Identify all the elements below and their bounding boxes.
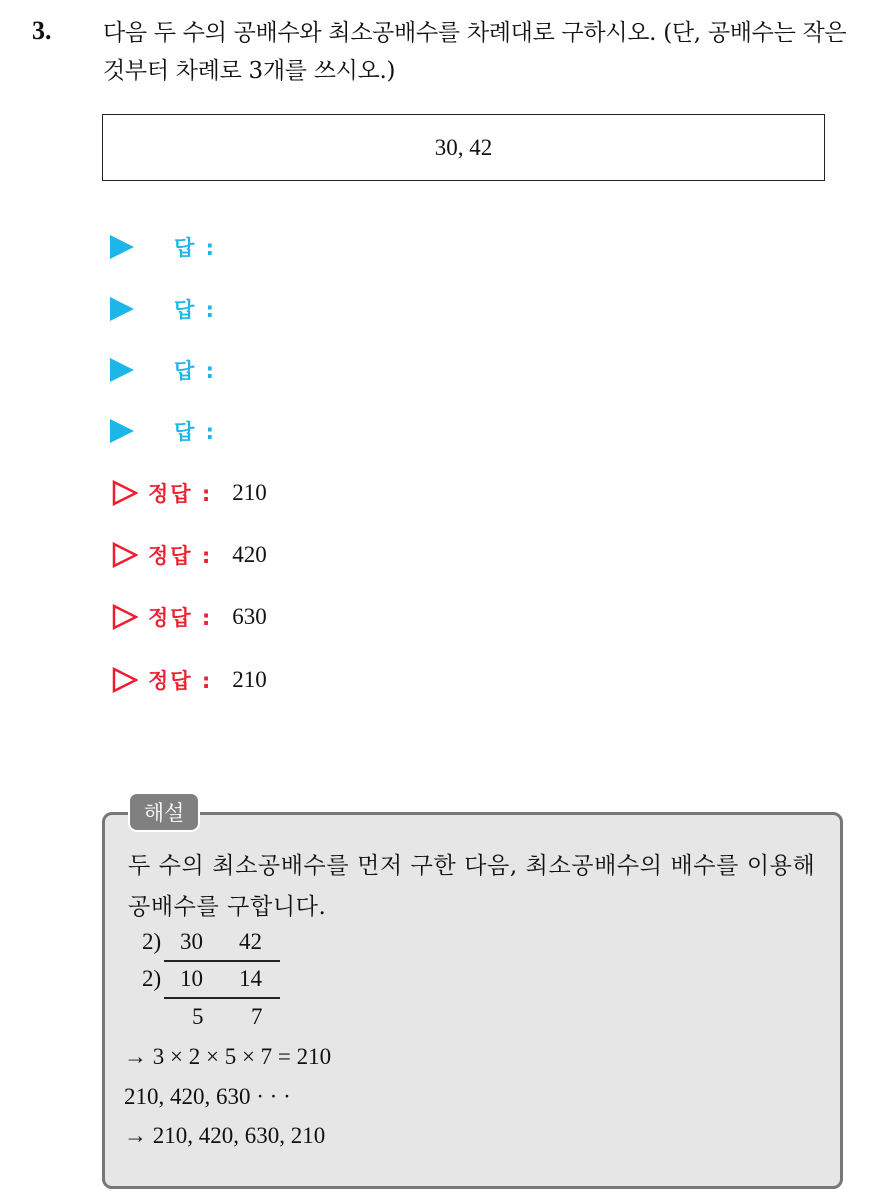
- outline-triangle-icon: [112, 667, 138, 693]
- given-numbers-box: [102, 114, 825, 181]
- answer-blank-1[interactable]: [110, 230, 216, 264]
- solution-value: 210: [232, 667, 267, 692]
- solution-label: 정답 :: [148, 669, 213, 693]
- answer-blank-2[interactable]: [110, 292, 216, 326]
- solution-row-1: [112, 476, 267, 510]
- explanation-paragraph: 두 수의 최소공배수를 먼저 구한 다음, 최소공배수의 배수를 이용해 공배수를 구합니다.: [128, 853, 816, 920]
- play-triangle-icon: [110, 297, 134, 321]
- answer-blank-3[interactable]: [110, 353, 216, 387]
- solution-label: 정답 :: [148, 544, 213, 568]
- division-line: [164, 997, 280, 999]
- division-value: 14: [239, 966, 262, 991]
- question-number: 3.: [32, 16, 52, 45]
- solution-row-4: [112, 663, 267, 697]
- solution-row-2: [112, 538, 267, 572]
- given-numbers: 30, 42: [434, 134, 493, 160]
- solution-value: 210: [232, 480, 267, 505]
- calc-line-1: → 3 × 2 × 5 × 7 = 210: [124, 1044, 332, 1069]
- question-text: 다음 두 수의 공배수와 최소공배수를 차례대로 구하시오. (단, 공배수는 작은 것부터 차례로 3개를 쓰시오.): [103, 20, 847, 84]
- answer-label: 답 :: [174, 359, 216, 383]
- play-triangle-icon: [110, 358, 134, 382]
- division-quotient: 7: [251, 1004, 263, 1029]
- outline-triangle-icon: [112, 604, 138, 630]
- calc-line-2: 210, 420, 630 · · ·: [124, 1084, 291, 1109]
- answer-blank-4[interactable]: [110, 414, 216, 448]
- play-triangle-icon: [110, 235, 134, 259]
- division-value: 10: [180, 966, 203, 991]
- division-line: [164, 960, 280, 962]
- division-value: 42: [239, 929, 262, 954]
- division-divisor: 2): [142, 966, 162, 991]
- solution-label: 정답 :: [148, 606, 213, 630]
- calc-line-3: → 210, 420, 630, 210: [124, 1123, 326, 1148]
- answer-label: 답 :: [174, 236, 216, 260]
- solution-row-3: [112, 600, 267, 634]
- outline-triangle-icon: [112, 480, 138, 506]
- explanation-tag: 해설: [128, 792, 200, 832]
- division-value: 30: [180, 929, 203, 954]
- division-divisor: 2): [142, 929, 162, 954]
- answer-label: 답 :: [174, 420, 216, 444]
- solution-label: 정답 :: [148, 482, 213, 506]
- division-quotient: 5: [192, 1004, 204, 1029]
- outline-triangle-icon: [112, 542, 138, 568]
- solution-value: 630: [232, 604, 267, 629]
- answer-label: 답 :: [174, 298, 216, 322]
- play-triangle-icon: [110, 419, 134, 443]
- solution-value: 420: [232, 542, 267, 567]
